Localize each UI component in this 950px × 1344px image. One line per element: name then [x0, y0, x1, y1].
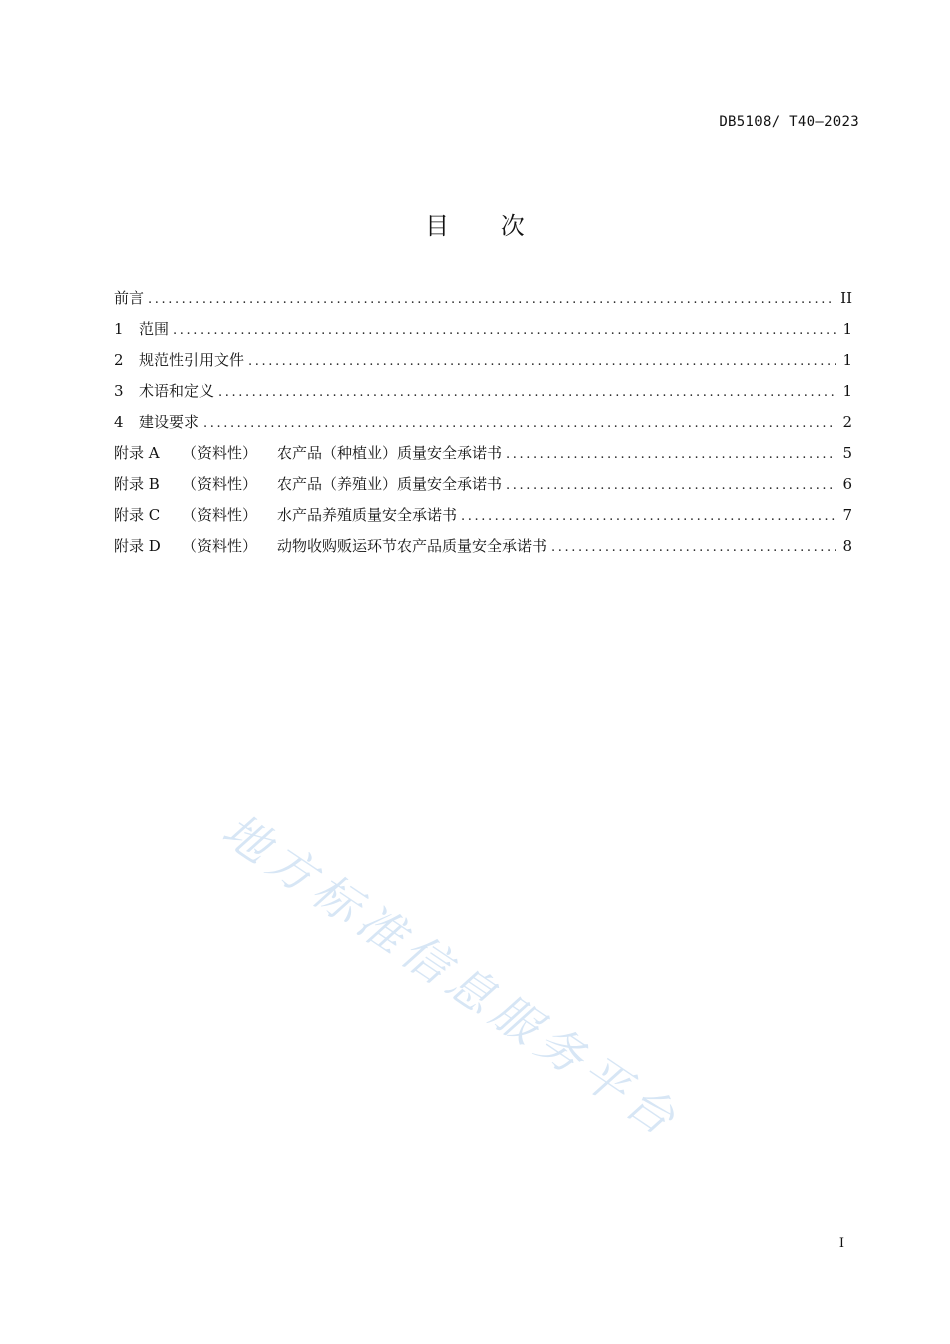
toc-entry-text: 水产品养殖质量安全承诺书: [277, 506, 458, 524]
toc-page-number: II: [840, 289, 852, 307]
table-of-contents: [114, 287, 852, 566]
toc-entry-terms-definitions[interactable]: [114, 380, 852, 411]
page-title: 目 次: [425, 212, 547, 240]
toc-entry-appendix-a[interactable]: [114, 442, 852, 473]
toc-leader-dots: [506, 447, 836, 462]
toc-page-number: 1: [842, 351, 852, 369]
toc-entry-appendix-d[interactable]: [114, 535, 852, 566]
appendix-label: 附录 D: [114, 537, 161, 555]
toc-leader-dots: [173, 323, 836, 338]
appendix-label: 附录 A: [114, 444, 160, 462]
appendix-kind: （资料性）: [182, 506, 258, 524]
toc-page-number: 8: [842, 537, 852, 555]
appendix-label: 附录 B: [114, 475, 160, 493]
toc-leader-dots: [148, 292, 834, 307]
toc-entry-text: 动物收购贩运环节农产品质量安全承诺书: [277, 537, 548, 555]
toc-entry-text: 术语和定义: [139, 382, 215, 400]
toc-leader-dots: [506, 478, 836, 493]
toc-entry-label: [114, 318, 169, 339]
toc-page-number: 5: [842, 444, 852, 462]
toc-entry-scope[interactable]: [114, 318, 852, 349]
toc-entry-construction-requirements[interactable]: [114, 411, 852, 442]
toc-entry-label: [114, 535, 547, 556]
toc-entry-label: [114, 504, 457, 525]
toc-leader-dots: [203, 416, 836, 431]
toc-entry-label: [114, 473, 502, 494]
appendix-kind: （资料性）: [182, 475, 258, 493]
toc-page-number: 1: [842, 382, 852, 400]
toc-page-number: 2: [842, 413, 852, 431]
toc-entry-label: [114, 442, 502, 463]
standard-code: DB5108/ T40—2023: [719, 114, 859, 130]
toc-entry-text: 前言: [114, 289, 145, 307]
toc-entry-label: [114, 380, 214, 401]
toc-section-number: 1: [114, 320, 124, 338]
toc-entry-foreword[interactable]: [114, 287, 852, 318]
appendix-label: 附录 C: [114, 506, 161, 524]
appendix-kind: （资料性）: [182, 444, 258, 462]
toc-page-number: 6: [842, 475, 852, 493]
toc-leader-dots: [551, 540, 836, 555]
watermark: 地方标准信息服务平台: [212, 802, 691, 1150]
page-number: I: [838, 1236, 844, 1251]
toc-entry-text: 农产品（种植业）质量安全承诺书: [277, 444, 503, 462]
toc-entry-label: [114, 411, 199, 432]
toc-entry-text: 规范性引用文件: [139, 351, 245, 369]
toc-leader-dots: [218, 385, 836, 400]
toc-entry-label: [114, 287, 144, 308]
toc-leader-dots: [461, 509, 836, 524]
toc-entry-appendix-b[interactable]: [114, 473, 852, 504]
toc-page-number: 7: [842, 506, 852, 524]
toc-section-number: 2: [114, 351, 124, 369]
toc-entry-text: 范围: [139, 320, 170, 338]
toc-section-number: 3: [114, 382, 124, 400]
toc-entry-normative-references[interactable]: [114, 349, 852, 380]
toc-page-number: 1: [842, 320, 852, 338]
toc-section-number: 4: [114, 413, 124, 431]
toc-entry-appendix-c[interactable]: [114, 504, 852, 535]
toc-entry-text: 农产品（养殖业）质量安全承诺书: [277, 475, 503, 493]
appendix-kind: （资料性）: [182, 537, 258, 555]
toc-entry-label: [114, 349, 244, 370]
toc-leader-dots: [248, 354, 836, 369]
toc-entry-text: 建设要求: [139, 413, 200, 431]
